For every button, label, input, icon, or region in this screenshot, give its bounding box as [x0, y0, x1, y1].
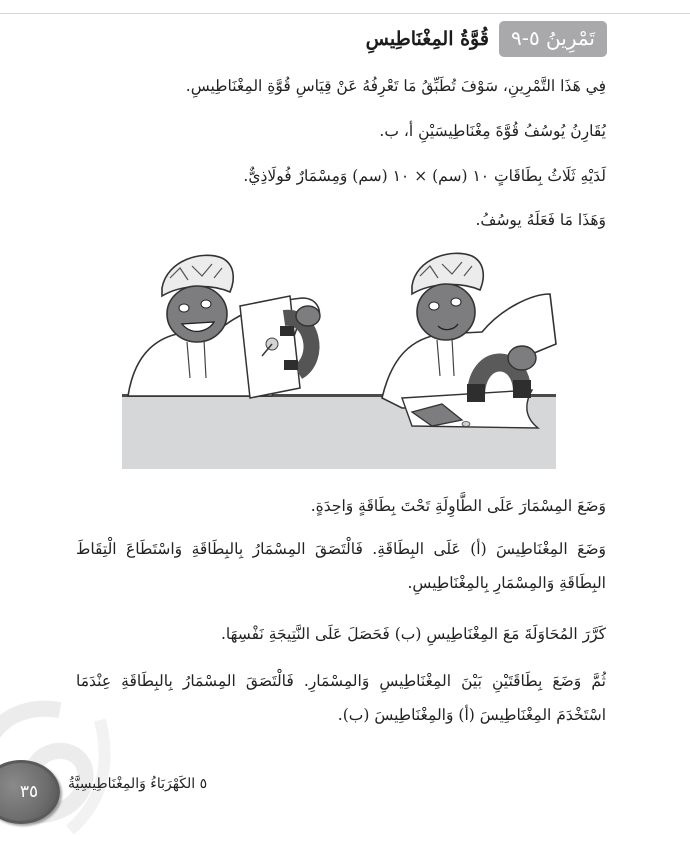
step-1: وَضَعَ المِسْمَارَ عَلَى الطَّاوِلَةِ تَحْتَ بِطَاقَةٍ وَاحِدَةٍ. — [310, 497, 606, 515]
intro-line-4: وَهَذَا مَا فَعَلَهُ يوسُفُ. — [475, 211, 606, 229]
boy-testing-magnet-illustration — [372, 248, 562, 448]
step-4: ثُمَّ وَضَعَ بِطَاقَتَيْنِ بَيْنَ المِغْنَاطِيسِ وَالمِسْمَارِ. فَالْتَصَقَ المِسْمَارُ بِالبِطَاقَةِ عِنْدَمَا اسْتَخْدَمَ المِغْنَاطِيسَ (أ) وَالمِغْنَاطِيسَ (ب). — [76, 672, 606, 724]
step-3: كَرَّرَ المُحَاوَلَةَ مَعَ المِغْنَاطِيسِ (ب) فَحَصَلَ عَلَى النَّتِيجَةِ نَفْسِهَا. — [221, 625, 606, 643]
page-number: ٣٥ — [19, 782, 39, 802]
exercise-number-badge: تَمْرِينُ ٥-٩ — [499, 21, 607, 57]
experiment-illustration — [122, 248, 556, 466]
step-2: وَضَعَ المِغْنَاطِيسَ (أ) عَلَى البِطَاقَةِ. فَالْتَصَقَ المِسْمَارُ بِالبِطَاقَةِ وَاسْتَطَاعَ الْتِقَاطَ البِطَاقَةِ وَالمِسْمَارِ بِالمِغْنَاطِيسِ. — [76, 540, 606, 592]
boy-lifting-magnet-illustration — [122, 248, 342, 408]
exercise-title: قُوَّةُ المِغْنَاطِيسِ — [365, 28, 489, 50]
intro-line-1: فِي هَذَا التَّمْرِينِ، سَوْفَ تُطَبِّقُ مَا تَعْرِفُهُ عَنْ قِيَاسِ قُوَّةِ المِغْنَاطِيسِ. — [185, 77, 606, 95]
intro-line-2: يُقَارِنُ يُوسُفُ قُوَّةَ مِغْنَاطِيسَيْنِ أ، ب. — [379, 122, 606, 140]
chapter-title: ٥ الكَهْرَبَاءُ وَالمِغْنَاطِيسِيَّةُ — [68, 776, 208, 792]
exercise-header — [366, 21, 607, 57]
intro-line-3: لَدَيْهِ ثَلَاثُ بِطَاقَاتٍ ١٠ (سم) × ١٠ (سم) وَمِسْمَارٌ فُولَاذِيٌّ. — [243, 167, 606, 185]
top-divider — [0, 13, 690, 14]
